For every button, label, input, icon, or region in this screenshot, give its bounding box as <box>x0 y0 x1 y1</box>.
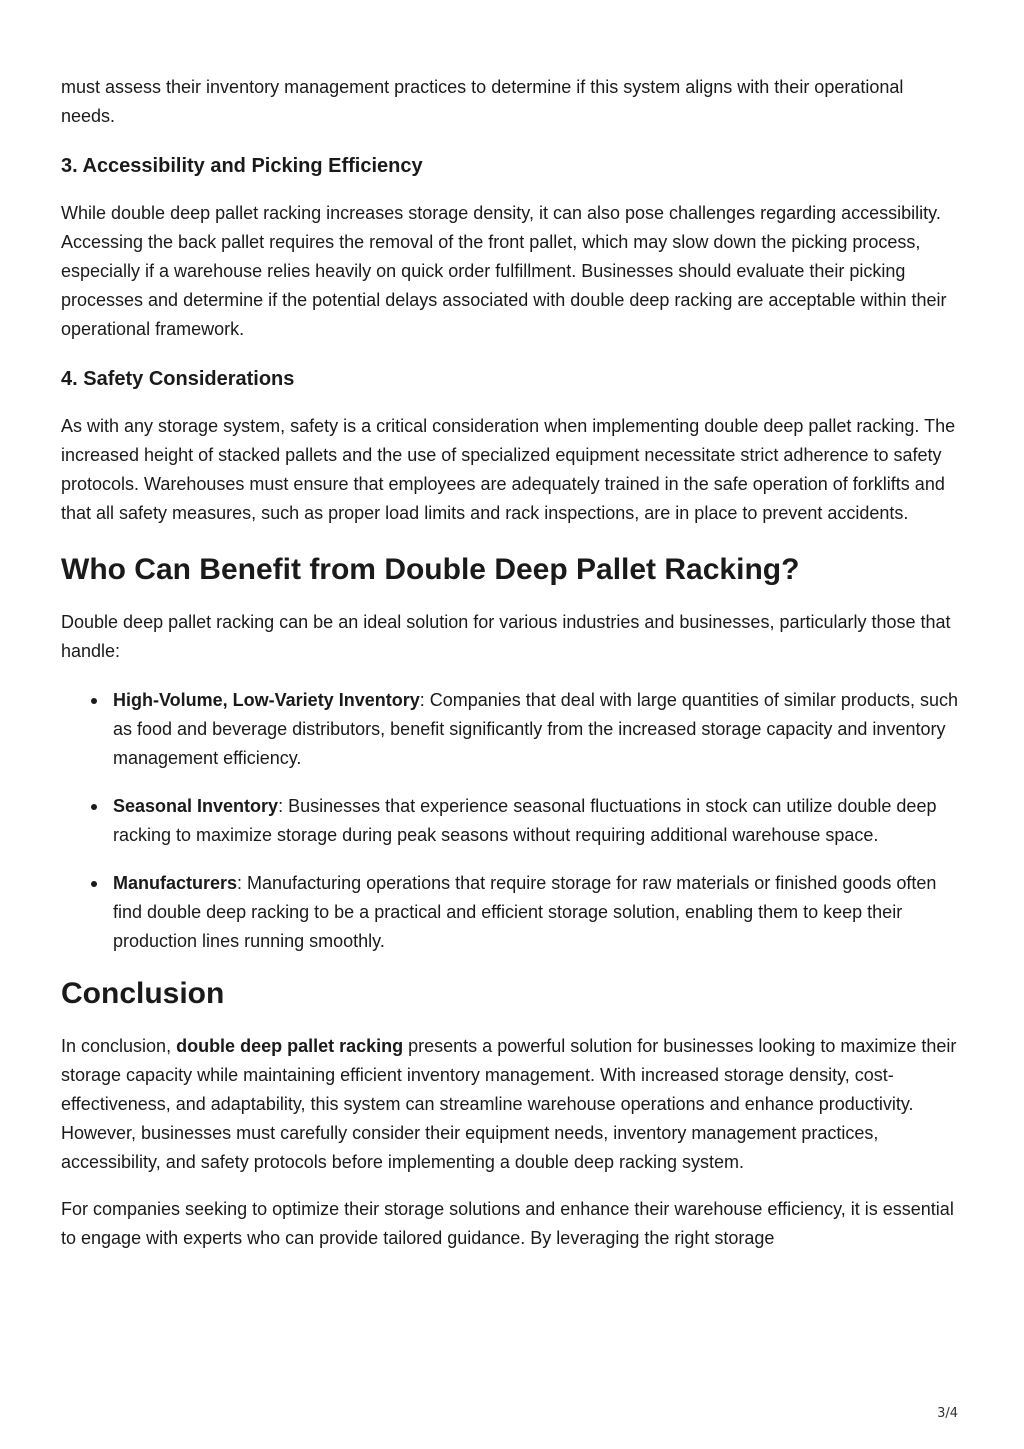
list-item-term: Manufacturers <box>113 873 238 893</box>
conclusion-text-rest: presents a powerful solution for businesses looking to maximize their storage capacity while maintaining efficient inventory management. With increased storage density, cost-effectiveness, and adaptability, this system can streamline warehouse operations and enhance productivity. However, businesses must carefully consider their equipment needs, inventory management practices, accessibility, and safety protocols before implementing a double deep racking system. <box>61 1036 957 1172</box>
list-item-text: : Manufacturing operations that require storage for raw materials or finished goods often find double deep racking to be a practical and efficient storage solution, enabling them to keep their production lines running smoothly. <box>113 873 937 951</box>
list-item-term: High-Volume, Low-Variety Inventory <box>113 690 420 710</box>
section-4-paragraph: As with any storage system, safety is a critical consideration when implementing double deep pallet racking. The increased height of stacked pallets and the use of specialized equipment necessitate strict adherence to safety protocols. Warehouses must ensure that employees are adequately trained in the safe operation of forklifts and that all safety measures, such as proper load limits and rack inspections, are in place to prevent accidents. <box>61 416 956 523</box>
list-item-term: Seasonal Inventory <box>113 796 279 816</box>
conclusion-bold-keyword: double deep pallet racking <box>176 1036 404 1056</box>
conclusion-heading: Conclusion <box>61 977 225 1010</box>
list-item-text: : Businesses that experience seasonal fluctuations in stock can utilize double deep racking to maximize storage during peak seasons without requiring additional warehouse space. <box>113 796 937 845</box>
bullet-icon <box>91 698 97 704</box>
list-item-text: : Companies that deal with large quantities of similar products, such as food and beverage distributors, benefit significantly from the increased storage capacity and inventory management efficiency. <box>113 690 958 768</box>
page-number: 3/4 <box>937 1406 958 1421</box>
who-can-benefit-intro: Double deep pallet racking can be an ideal solution for various industries and businesses, particularly those that handle: <box>61 612 951 661</box>
document-page <box>61 73 961 1253</box>
conclusion-paragraph-1 <box>61 1032 961 1177</box>
who-can-benefit-heading: Who Can Benefit from Double Deep Pallet Racking? <box>61 553 800 586</box>
continuation-paragraph: must assess their inventory management practices to determine if this system aligns with their operational needs. <box>61 77 904 126</box>
conclusion-paragraph-2: For companies seeking to optimize their storage solutions and enhance their warehouse efficiency, it is essential to engage with experts who can provide tailored guidance. By leveraging the right storage <box>61 1199 954 1248</box>
list-item <box>113 869 961 956</box>
section-3-paragraph: While double deep pallet racking increases storage density, it can also pose challenges regarding accessibility. Accessing the back pallet requires the removal of the front pallet, which may slow down the picking process, especially if a warehouse relies heavily on quick order fulfillment. Businesses should evaluate their picking processes and determine if the potential delays associated with double deep racking are acceptable within their operational framework. <box>61 203 947 339</box>
conclusion-text-lead: In conclusion, <box>61 1036 177 1056</box>
list-item <box>113 686 961 773</box>
section-4-heading: 4. Safety Considerations <box>61 368 295 390</box>
bullet-icon <box>91 804 97 810</box>
section-3-heading: 3. Accessibility and Picking Efficiency <box>61 155 423 177</box>
list-item <box>113 792 961 850</box>
bullet-icon <box>91 881 97 887</box>
benefit-list <box>61 686 961 956</box>
